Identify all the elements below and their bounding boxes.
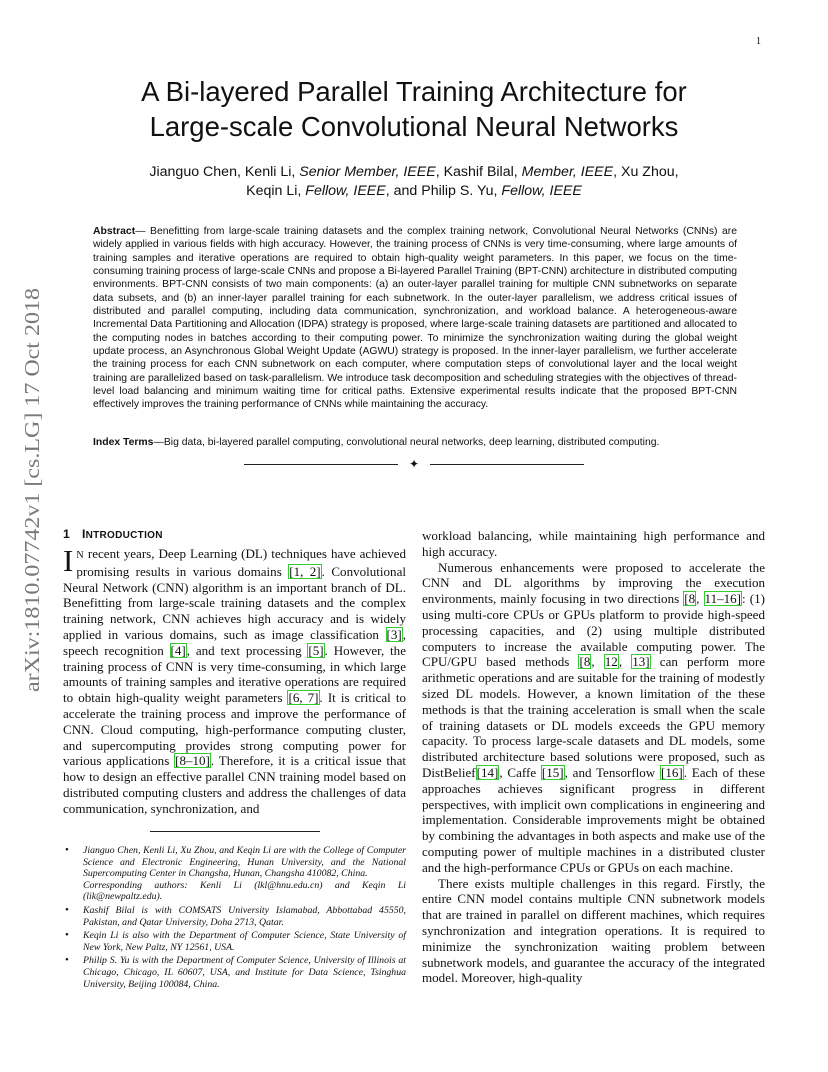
- citation-link[interactable]: [16]: [660, 764, 683, 780]
- footnote-text: Philip S. Yu is with the Department of Computer Science, University of Illinois at Chicago, Chicago, IL 60607, USA, and Institute for Data Science, Tsinghua University, Beijing 100084, China.: [83, 955, 406, 990]
- divider-rule-left: [244, 464, 398, 465]
- text-run: . Therefore, it is a critical issue that how to design an effective parallel CNN training model based on distributed computing clusters and address the challenges of data communication, synchronization, and: [63, 753, 406, 816]
- text-run: . Convolutional Neural Network (CNN) algorithm is an important branch of DL. Benefitting from large-scale training datasets and the complex training network, CNN achieves high accuracy and is widely applied in various domains, such as image classification: [63, 563, 407, 642]
- left-column-body: [63, 543, 407, 817]
- author-names-1: Jianguo Chen, Kenli Li,: [149, 164, 300, 180]
- section-title-rest: NTRODUCTION: [85, 530, 163, 541]
- arxiv-stamp: [18, 288, 44, 692]
- text-run: ,: [696, 591, 704, 607]
- abstract-text: — Benefitting from large-scale training datasets and the complex training network, Convolutional Neural Networks (CNNs) are widely applied in various fields with high accuracy. However, the training process of CNNs is very time-consuming, where large amounts of training samples and iterative operations are required to obtain high-quality weight parameters. In this paper, we focus on the time-consuming training process of large-scale CNNs and propose a Bi-layered Parallel Training (BPT-CNN) architecture in distributed computing environments. BPT-CNN consists of two main components: (a) an outer-layer parallel training for multiple CNN subnetworks on separate data subsets, and (b) an inner-layer parallel training for each subnetwork. In the outer-layer parallelism, we address critical issues of distributed and parallel computing, including data communication, synchronization, and workload balance. A heterogeneous-aware Incremental Data Partitioning and Allocation (IDPA) strategy is proposed, where large-scale training datasets are partitioned and allocated to the computing nodes in batches according to their computing power. To minimize the synchronization waiting during the global weight update process, an Asynchronous Global Weight Update (AGWU) strategy is proposed. In the inner-layer parallelism, we further accelerate the training process for each CNN subnetwork on each computer, where computation steps of convolutional layer and the local weight training are parallelized based on task-parallelism. We introduce task decomposition and scheduling strategies with the objectives of thread-level load balancing and minimum waiting time for critical paths. Extensive experimental results indicate that the proposed BPT-CNN effectively improves the training performance of CNNs while maintaining the accuracy.: [93, 226, 737, 411]
- page-number: 1: [756, 36, 761, 47]
- citation-link[interactable]: [8–10]: [175, 753, 210, 769]
- text-run: can perform more arithmetic operations and are suitable for the training of modestly sized DL models. However, a known limitation of the these methods is that the training acceleration is small when the scale of training datasets or DL models exceeds the GPU memory capacity. To process large-scale datasets and DL models, some distributed architecture based solutions were proposed, such as DistBelief: [422, 654, 766, 780]
- index-terms-text: —Big data, bi-layered parallel computing, convolutional neural networks, deep learning, distributed computing.: [153, 437, 660, 448]
- citation-link[interactable]: [5]: [308, 642, 324, 658]
- citation-link[interactable]: [4]: [170, 642, 186, 658]
- footnote-text: Jianguo Chen, Kenli Li, Xu Zhou, and Keqin Li are with the College of Computer Science and Electronic Engineering, Hunan University, and the National Supercomputing Center in Changsha, Hunan, Changsha 410082, China.: [83, 845, 406, 880]
- intro-paragraph-1: [63, 543, 407, 817]
- paragraph-3: There exists multiple challenges in this regard. Firstly, the entire CNN model contains multiple CNN subnetwork models that are trained in parallel on different machines, which requires synchronization and integration operations. It is required to minimize the synchronization waiting problem between subnetwork models, and guarantee the accuracy of the integrated model. Moreover, high-quality: [422, 875, 765, 986]
- citation-link[interactable]: 13]: [632, 654, 650, 670]
- citation-link[interactable]: [8: [579, 654, 591, 670]
- author-list: [60, 163, 768, 201]
- citation-link[interactable]: [15]: [541, 764, 564, 780]
- arxiv-stamp-text: arXiv:1810.07742v1 [cs.LG] 17 Oct 2018: [20, 338, 44, 692]
- drop-cap: I: [63, 543, 74, 578]
- text-run: ,: [618, 654, 632, 670]
- citation-link[interactable]: 11–16]: [704, 591, 742, 607]
- citation-link[interactable]: [1, 2]: [289, 563, 321, 579]
- citation-link[interactable]: [6, 7]: [288, 690, 319, 706]
- author-title-3: Fellow, IEEE: [305, 183, 386, 199]
- paper-title: [60, 74, 768, 144]
- abstract: [93, 225, 737, 412]
- section-number: 1: [63, 527, 70, 541]
- footnote-item: [63, 930, 406, 953]
- footnote-rule: [150, 831, 320, 832]
- title-line-1: A Bi-layered Parallel Training Architecture for: [141, 76, 687, 107]
- right-column-body: [422, 528, 765, 986]
- text-run: . Each of these approaches achieves significant progress in different perspectives, with implicit own complications in engineering and implementation. Considerable improvements might be obtained by combining the advantages in both aspects and make use of the computing power of multiple machines in a distributed cluster and the high-performance CPUs or GPUs on each machine.: [422, 764, 765, 875]
- author-title-4: Fellow, IEEE: [501, 183, 582, 199]
- author-title-1: Senior Member, IEEE: [299, 164, 436, 180]
- citation-link[interactable]: [14]: [476, 764, 499, 780]
- footnote-text: Kashif Bilal is with COMSATS University Islamabad, Abbottabad 45550, Pakistan, and Qatar University, Doha 2713, Qatar.: [83, 904, 406, 928]
- footnote-item: [63, 905, 406, 928]
- citation-link[interactable]: [8: [684, 591, 696, 607]
- index-terms: [93, 436, 737, 449]
- author-names-3: , Xu Zhou,: [613, 164, 679, 180]
- intro-smallcaps: N: [76, 550, 84, 561]
- footnote-corresponding: Corresponding authors: Kenli Li (lkl@hnu.edu.cn) and Keqin Li (lik@newpaltz.edu).: [83, 879, 406, 903]
- arxiv-stamp-graphic: [18, 288, 44, 692]
- section-heading: [63, 527, 163, 541]
- author-names-5: , and Philip S. Yu,: [385, 183, 502, 199]
- text-run: : (1) using multi-core CPUs or GPUs platform to provide high-speed processing capacities, and (2) using multiple distributed computers to increase the available computing power. The CPU/GPU based methods: [422, 591, 765, 670]
- citation-link[interactable]: 12: [604, 654, 618, 670]
- text-run: , Caffe: [499, 764, 541, 780]
- paragraph-2: [422, 560, 765, 876]
- author-title-2: Member, IEEE: [521, 164, 614, 180]
- citation-link[interactable]: [3]: [386, 626, 402, 642]
- text-run: Numerous enhancements were proposed to accelerate the CNN and DL algorithms by improving the execution environments, mainly focusing in two directions: [422, 559, 765, 607]
- section-title-initial: I: [81, 527, 86, 541]
- abstract-label: Abstract: [93, 226, 136, 237]
- text-run: . It is critical to accelerate the training process and improve the performance of CNN. Cloud computing, high-performance computing cluster, and supercomputing provides strong computing power for various applications: [63, 690, 406, 769]
- divider-ornament-icon: ✦: [408, 457, 420, 471]
- continued-paragraph: workload balancing, while maintaining high performance and high accuracy.: [422, 528, 765, 559]
- text-run: , speech recognition: [63, 626, 406, 658]
- divider-rule-right: [430, 464, 584, 465]
- footnotes: [63, 845, 406, 992]
- title-line-2: Large-scale Convolutional Neural Networks: [149, 111, 679, 142]
- text-run: , and text processing: [186, 642, 308, 658]
- text-run: . However, the training process of CNN is very time-consuming, in which large amounts of training samples and iterative operations are required to obtain high-quality weight parameters: [63, 642, 406, 706]
- author-names-2: , Kashif Bilal,: [435, 164, 522, 180]
- text-run: recent years, Deep Learning (DL) techniques have achieved promising results in various domains: [76, 546, 406, 579]
- text-run: , and Tensorflow: [564, 764, 660, 780]
- footnote-item: [63, 845, 406, 903]
- index-terms-label: Index Terms: [93, 437, 154, 448]
- text-run: ,: [591, 654, 604, 670]
- author-names-4: Keqin Li,: [246, 183, 306, 199]
- footnote-text: Keqin Li is also with the Department of Computer Science, State University of New York, New Paltz, NY 12561, USA.: [83, 930, 406, 953]
- footnote-item: [63, 955, 406, 990]
